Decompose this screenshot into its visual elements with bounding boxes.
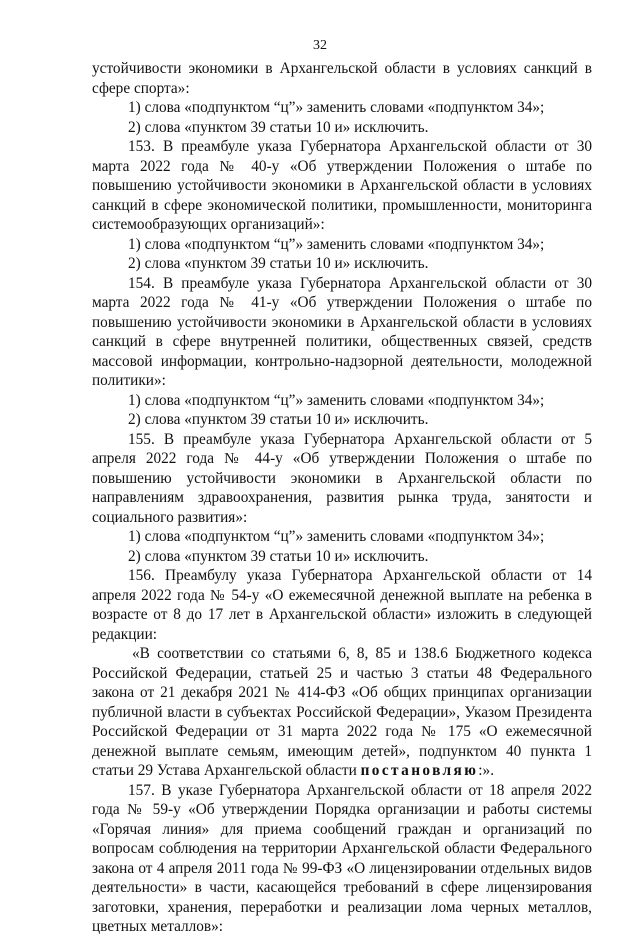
paragraph: 2) слова «пунктом 39 статьи 10 и» исключить. xyxy=(128,411,429,428)
quote-tail: :». xyxy=(478,762,495,779)
document-body xyxy=(92,59,592,937)
paragraph: 1) слова «подпунктом “ц”» заменить словами «подпунктом 34»; xyxy=(128,235,545,253)
page-number: 32 xyxy=(313,38,327,53)
paragraph: 2) слова «пунктом 39 статьи 10 и» исключить. xyxy=(128,255,429,272)
paragraph: 2) слова «пунктом 39 статьи 10 и» исключить. xyxy=(128,118,429,136)
paragraph: 1) слова «подпунктом “ц”» заменить словами «подпунктом 34»; xyxy=(128,99,545,116)
paragraph: 155. В преамбуле указа Губернатора Архангельской области от 5 апреля 2022 года № 44-у «Об утверждении Положения о штабе по повышению устойчивости экономики в Архангельской области по направлениям здравоохранения, развития рынка труда, занятости и социального развития»: xyxy=(92,430,592,526)
paragraph: 156. Преамбулу указа Губернатора Архангельской области от 14 апреля 2022 года № 54-у «О ежемесячной денежной выплате на ребенка в возрасте от 8 до 17 лет в Архангельской области» изложить в следующей редакции: xyxy=(92,567,592,643)
paragraph: 157. В указе Губернатора Архангельской области от 18 апреля 2022 года № 59-у «Об утверждении Порядка организации и работы системы «Горячая линия» для приема сообщений граждан и организаций по вопросам соблюдения на территории Архангельской области Федерального закона от 4 апреля 2011 года № 99-ФЗ «О лицензировании отдельных видов деятельности» в части, касающейся требований в сфере лицензирования заготовки, хранения, переработки и реализации лома черных металлов, цветных металлов»: xyxy=(92,781,592,935)
paragraph: 153. В преамбуле указа Губернатора Архангельской области от 30 марта 2022 года № 40-у «Об утверждении Положения о штабе по повышению устойчивости экономики в Архангельской области в условиях санкций в сфере экономической политики, промышленности, мониторинга системообразующих организаций»: xyxy=(92,138,592,233)
paragraph: устойчивости экономики в Архангельской области в условиях санкций в сфере спорта»: xyxy=(92,60,592,97)
paragraph: 1) слова «подпунктом “ц”» заменить словами «подпунктом 34»; xyxy=(128,528,545,545)
paragraph: 154. В преамбуле указа Губернатора Архангельской области от 30 марта 2022 года № 41-у «Об утверждении Положения о штабе по повышению устойчивости экономики в Архангельской области в условиях санкций в сфере внутренней политики, общественных связей, средств массовой информации, контрольно-надзорной деятельности, молодежной политики»: xyxy=(92,274,592,389)
quoted-preamble xyxy=(92,644,592,781)
paragraph: 2) слова «пунктом 39 статьи 10 и» исключить. xyxy=(128,547,429,565)
quote-text: «В соответствии со статьями 6, 8, 85 и 138.6 Бюджетного кодекса Российской Федерации, статьей 25 и частью 3 статьи 48 Федерального закона от 21 декабря 2021 № 414-ФЗ «Об общих принципах организации публичной власти в субъектах Российской Федерации», Указом Президента Российской Федерации от 31 марта 2022 года № 175 «О ежемесячной денежной выплате семьям, имеющим детей», подпунктом 40 пункта 1 статьи 29 Устава Архангельской области xyxy=(92,645,592,779)
quote-emphasis: постановляю xyxy=(360,762,479,779)
paragraph: 1) слова «подпунктом “ц”» заменить словами «подпунктом 34»; xyxy=(128,391,545,409)
